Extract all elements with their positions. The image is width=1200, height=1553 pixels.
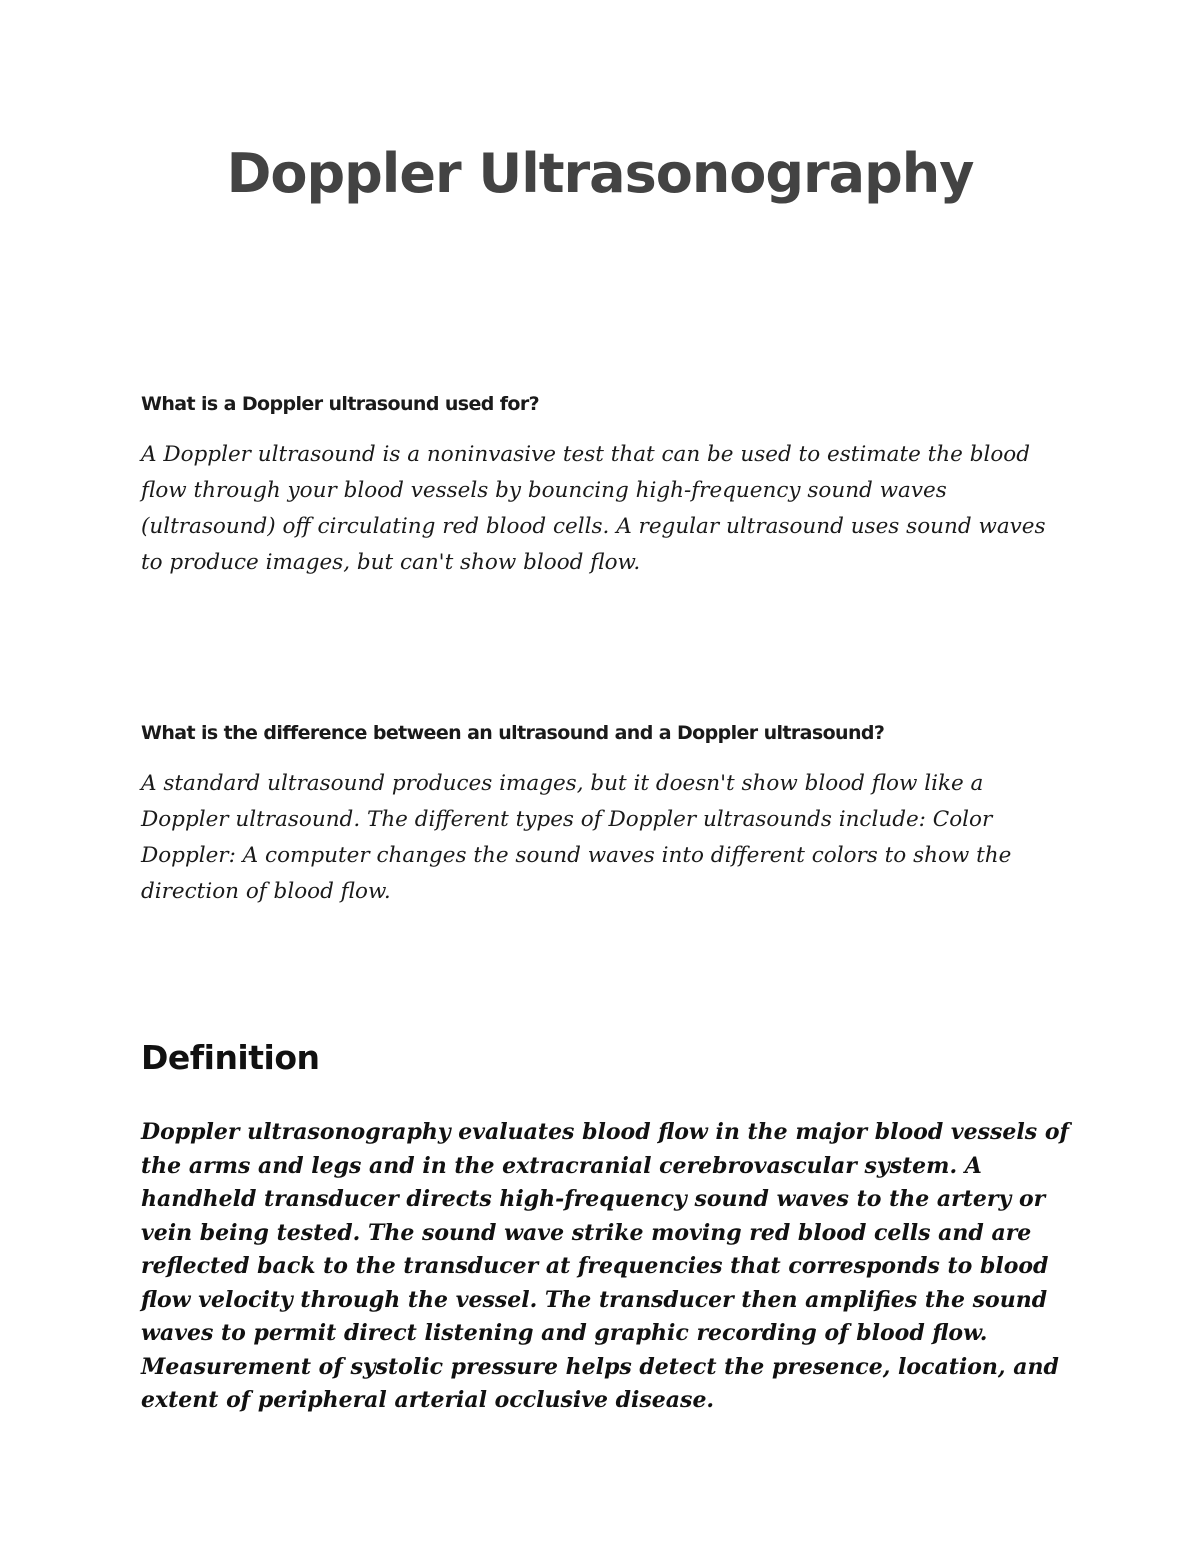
section-heading-definition: Definition [141, 1038, 320, 1077]
section-heading-difference: What is the difference between an ultrasound and a Doppler ultrasound? [141, 722, 885, 744]
page-title: Doppler Ultrasonography [226, 142, 974, 205]
section-body-doppler-use: A Doppler ultrasound is a noninvasive test that can be used to estimate the blood flow through your blood vessels by bouncing high-frequency sound waves (ultrasound) off circulating red blood cells. A regular ultrasound uses sound waves to produce images, but can't show blood flow. [141, 442, 1046, 575]
section-body-definition: Doppler ultrasonography evaluates blood flow in the major blood vessels of the arms and legs and in the extracranial cerebrovascular system. A handheld transducer directs high-frequency sound waves to the artery or vein being tested. The sound wave strike moving red blood cells and are reflected back to the transducer at frequencies that corresponds to blood flow velocity through the vessel. The transducer then amplifies the sound waves to permit direct listening and graphic recording of blood flow. Measurement of systolic pressure helps detect the presence, location, and extent of peripheral arterial occlusive disease. [141, 1119, 1069, 1413]
section-body-difference: A standard ultrasound produces images, but it doesn't show blood flow like a Doppler ultrasound. The different types of Doppler ultrasounds include: Color Doppler: A computer changes the sound waves into different colors to show the direction of blood flow. [141, 771, 1012, 904]
section-heading-doppler-use: What is a Doppler ultrasound used for? [141, 393, 540, 415]
